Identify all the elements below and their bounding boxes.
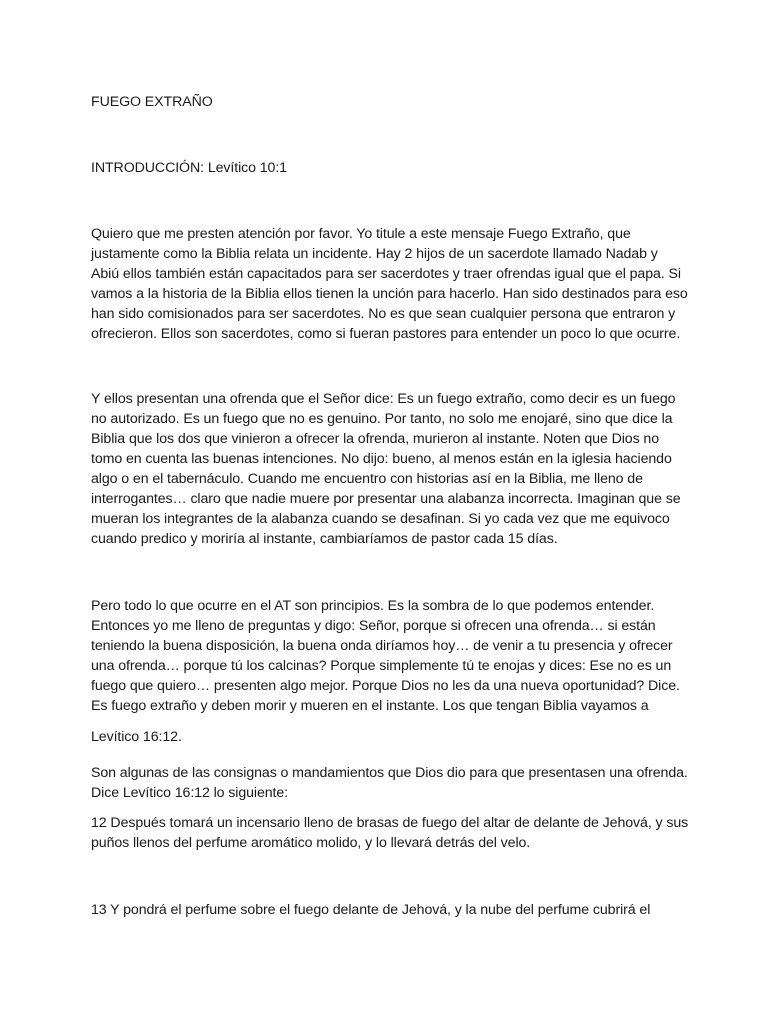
paragraph-3: Pero todo lo que ocurre en el AT son principios. Es la sombra de lo que podemos entender. Entonces yo me lleno de preguntas y digo: Señor, porque si ofrecen una ofrenda… si están teniendo la buena disposición, la buena onda diríamos hoy… de venir a tu presencia y ofrecer una ofrenda… porque tú los calcinas? Porque simplemente tú te enojas y dices: Ese no es un fuego que quiero… presenten algo mejor. Porque Dios no les da una nueva oportunidad? Dice. Es fuego extraño y deben morir y mueren en el instante. Los que tengan Biblia vayamos a	[91, 598, 680, 714]
paragraph-4: Son algunas de las consignas o mandamientos que Dios dio para que presentasen una ofrenda. Dice Levítico 16:12 lo siguiente:	[91, 765, 688, 801]
paragraph-reference: Levítico 16:12.	[91, 729, 182, 745]
verse-12: 12 Después tomará un incensario lleno de brasas de fuego del altar de delante de Jehová, y sus puños llenos del perfume aromático molido, y lo llevará detrás del velo.	[91, 815, 689, 851]
document-title: FUEGO EXTRAÑO	[91, 94, 213, 110]
paragraph-2: Y ellos presentan una ofrenda que el Señor dice: Es un fuego extraño, como decir es un fuego no autorizado. Es un fuego que no es genuino. Por tanto, no solo me enojaré, sino que dice la Biblia que los dos que vinieron a ofrecer la ofrenda, murieron al instante. Noten que Dios no tomo en cuenta las buenas intenciones. No dijo: bueno, al menos están en la iglesia haciendo algo o en el tabernáculo. Cuando me encuentro con historias así en la Biblia, me lleno de interrogantes… claro que nadie muere por presentar una alabanza incorrecta. Imaginan que se mueran los integrantes de la alabanza cuando se desafinan. Si yo cada vez que me equivoco cuando predico y moriría al instante, cambiaríamos de pastor cada 15 días.	[91, 391, 681, 547]
introduction-heading: INTRODUCCIÓN: Levítico 10:1	[91, 160, 287, 176]
verse-13: 13 Y pondrá el perfume sobre el fuego delante de Jehová, y la nube del perfume cubrirá el	[91, 902, 651, 918]
paragraph-1: Quiero que me presten atención por favor. Yo titule a este mensaje Fuego Extraño, que justamente como la Biblia relata un incidente. Hay 2 hijos de un sacerdote llamado Nadab y Abiú ellos también están capacitados para ser sacerdotes y traer ofrendas igual que el papa. Si vamos a la historia de la Biblia ellos tienen la unción para hacerlo. Han sido destinados para eso han sido comisionados para ser sacerdotes. No es que sean cualquier persona que entraron y ofrecieron. Ellos son sacerdotes, como si fueran pastores para entender un poco lo que ocurre.	[91, 226, 688, 342]
